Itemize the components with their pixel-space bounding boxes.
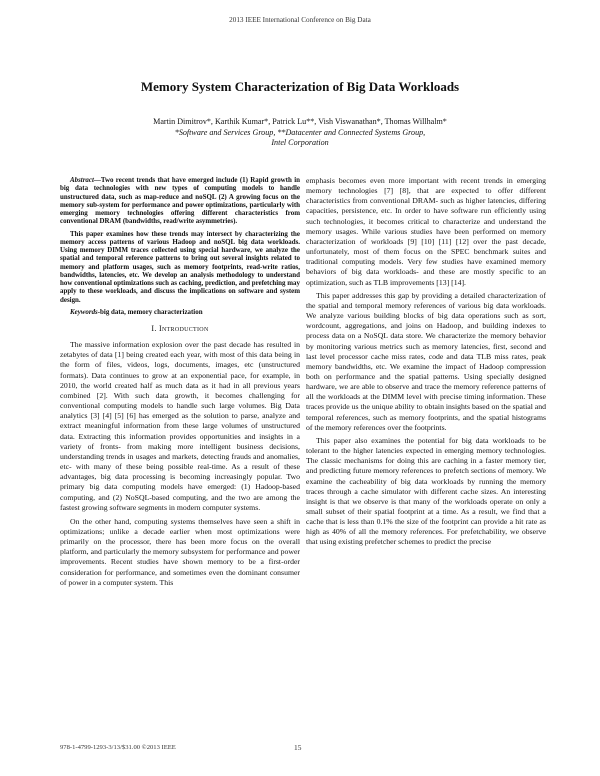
left-column — [60, 176, 300, 588]
intro-paragraph-1: The massive information explosion over the past decade has resulted in zetabytes of data [1] being created each year, with most of this data being in the form of files, videos, logs, documents, images, etc (unstructured formats). Data continues to grow at an exponential pace, for example, in 2010, the world created half as much data as it had in all previous years combined [2]. With such data growth, it becomes challenging for conventional computing models to handle such large volumes. Big Data analytics [3] [4] [5] [6] has emerged as the solution to parse, analyze and extract meaningful information from these large volumes of unstructured data. Extracting this information provides opportunities and insights in a variety of fronts- from making more intelligent business decisions, understanding trends in usages and markets, detecting frauds and anomalies, etc- with many of these being possible real-time. As a result of these advantages, big data processing is becoming increasingly popular. Two primary big data computing models have emerged: (1) Hadoop-based computing, and (2) NoSQL-based computing, and the two are among the fastest growing software segments in modern computer systems. — [60, 340, 300, 512]
section-heading-introduction — [60, 324, 300, 334]
keywords-label: Keywords — [70, 307, 98, 316]
keywords — [60, 308, 300, 316]
footer-isbn: 978-1-4799-1293-3/13/$31.00 ©2013 IEEE — [60, 744, 176, 751]
author-block — [0, 117, 600, 149]
right-column — [306, 176, 546, 548]
section-numeral: I. — [151, 324, 157, 333]
page-number: 15 — [294, 743, 302, 752]
conference-header: 2013 IEEE International Conference on Big Data — [229, 16, 371, 24]
right-paragraph-1: emphasis becomes even more important with recent trends in emerging memory technologies [7] [8], that are expected to offer different characteristics from conventional DRAM- such as higher latencies, differing capacities, persistence, etc. In order to have software run efficiently using such technologies, it becomes critical to characterize and understand the memory usages. While various studies have been performed on memory characterization of workloads [9] [10] [11] [12] over the past decade, unfortunately, most of them focus on the SPEC benchmark suites and traditional computing models. Very few studies have examined memory behaviors of big data workloads- and these are mostly specific to an optimization, such as TLB improvements [13] [14]. — [306, 176, 546, 287]
right-paragraph-2: This paper addresses this gap by providing a detailed characterization of the spatial and temporal memory references of various big data workloads. We analyze various building blocks of big data operations such as sort, wordcount, aggregations, and joins on Hadoop, and building indexes to process data on a NoSQL data store. We characterize the memory behavior by monitoring various metrics such as memory latencies, first, second and last level processor cache miss rates, code and data TLB miss rates, peak memory bandwidths, etc. We examine the impact of Hadoop compression both on performance and the spatial patterns. Using specially designed hardware, we are able to observe and trace the memory reference patterns of all the workloads at the DIMM level with precise timing information. These traces provide us the unique ability to obtain insights based on the spatial and temporal references, such as memory footprints, and the spatial histograms of the memory references over the footprints. — [306, 290, 546, 432]
abstract-label: Abstract — [70, 176, 94, 184]
abstract-paragraph-1 — [60, 176, 300, 226]
intro-paragraph-2: On the other hand, computing systems themselves have seen a shift in optimizations; unlike a decade earlier when most optimizations were primarily on the processor, there has been more focus on the overall platform, and particularly the memory subsystem for performance and power improvements. Recent studies have shown memory to be a first-order consideration for performance, and sometimes even the dominant consumer of power in a computer system. This — [60, 516, 300, 587]
right-paragraph-3: This paper also examines the potential for big data workloads to be tolerant to the higher latencies expected in emerging memory technologies. The classic mechanisms for doing this are caching in a faster memory tier, and predicting future memory references to prefetch sections of memory. We examine the cacheability of big data workloads by running the memory traces through a cache simulator with different cache sizes. An interesting insight is that we observe is that many of the workloads operate on only a small subset of their spatial footprint at a time. As a result, we find that a cache that is less than 0.1% the size of the footprint can provide a hit rate as high as 40% of all the memory references. For prefetchability, we observe that using existing prefetcher schemes to predict the precise — [306, 435, 546, 547]
affiliation-line-1: *Software and Services Group, **Datacenter and Connected Systems Group, — [174, 127, 426, 137]
affiliation-line-2: Intel Corporation — [271, 138, 329, 147]
abstract-text-1: —Two recent trends that have emerged include (1) Rapid growth in big data technologies with new types of computing models to handle unstructured data, such as map-reduce and noSQL (2) A growing focus on the memory sub-system for performance and power optimizations, particularly with emerging memory technologies offering different characteristics from conventional DRAM (bandwidths, read/write asymmetries). — [60, 176, 300, 226]
author-list: Martin Dimitrov*, Karthik Kumar*, Patrick Lu**, Vish Viswanathan*, Thomas Willhalm* — [153, 117, 447, 126]
abstract-paragraph-2: This paper examines how these trends may intersect by characterizing the memory access patterns of various Hadoop and noSQL big data workloads. Using memory DIMM traces collected using special hardware, we analyze the spatial and temporal reference patterns to bring out several insights related to memory and platform usages, such as memory footprints, read-write ratios, bandwidths, latencies, etc. We develop an analysis methodology to understand how conventional optimizations such as caching, prediction, and prefetching may apply to these workloads, and discuss the implications on software and system design. — [60, 229, 300, 304]
keywords-text: -big data, memory characterization — [97, 307, 203, 316]
section-title: Introduction — [158, 324, 209, 333]
paper-title: Memory System Characterization of Big Data Workloads — [140, 79, 460, 94]
